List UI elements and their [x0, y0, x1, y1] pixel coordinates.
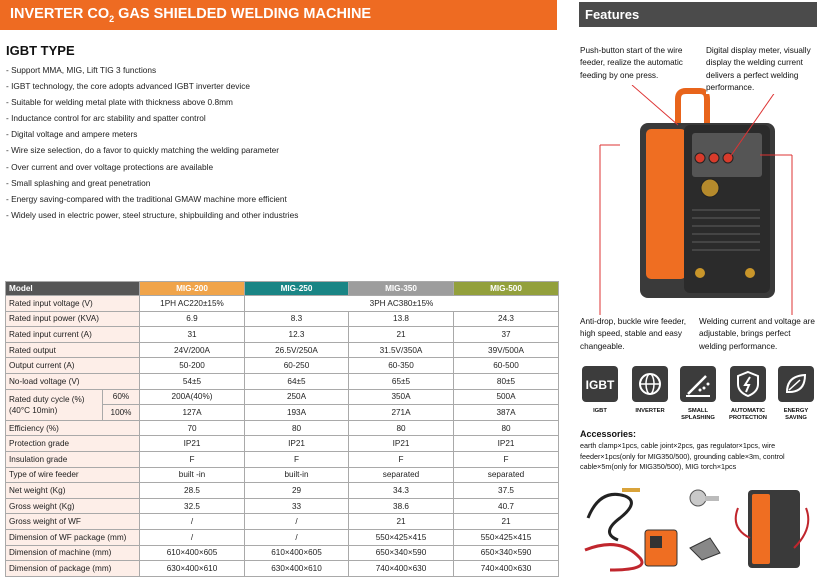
table-cell: F [245, 451, 349, 467]
banner-title: INVERTER $CO_2$ GAS SHIELDED WELDING MACHINE [10, 6, 372, 24]
table-cell: 740×400×630 [349, 561, 454, 577]
row-label: Output current (A) [6, 358, 140, 374]
table-cell: 34.3 [349, 483, 454, 499]
type-title: IGBT TYPE [6, 43, 75, 58]
table-cell: 550×425×415 [349, 529, 454, 545]
row-label: Rated input power (KVA) [6, 311, 140, 327]
table-row [6, 296, 559, 312]
table-cell: 54±5 [140, 373, 245, 389]
table-row [6, 342, 559, 358]
callout-anti-drop-feeder: Anti-drop, buckle wire feeder, high speed, stable and easy changeable. [580, 316, 692, 353]
table-cell: 32.5 [140, 498, 245, 514]
duty-cycle-sub-label: 60% [103, 389, 140, 405]
feature-icons [580, 366, 816, 424]
duty-cycle-label-line1: Rated duty cycle (%) [9, 394, 85, 404]
accessories-text: earth clamp×1pcs, cable joint×2pcs, gas regulator×1pcs, wire feeder×1pcs(only for MIG350/500), grounding cable×3m, control cable×5m(only for MIG350/500), MIG torch×1pcs [580, 441, 785, 471]
table-cell: built-in [245, 467, 349, 483]
table-row [6, 498, 559, 514]
table-cell: 26.5V/250A [245, 342, 349, 358]
table-cell: 650×340×590 [454, 545, 559, 561]
list-item: - IGBT technology, the core adopts advanced IGBT inverter device [6, 78, 298, 94]
terminal-icon [745, 268, 755, 278]
table-row [6, 545, 559, 561]
table-cell: 387A [454, 405, 559, 421]
table-cell: 3PH AC380±15% [245, 296, 559, 312]
row-label: Rated input voltage (V) [6, 296, 140, 312]
callout-wire-feeder-start: Push-button start of the wire feeder, realize the automatic feeding by one press. [580, 45, 692, 82]
table-row [6, 529, 559, 545]
svg-text:IGBT: IGBT [585, 378, 615, 392]
list-item: - Energy saving-compared with the traditional GMAW machine more efficient [6, 191, 298, 207]
table-row [6, 420, 559, 436]
icon-label-energy-saving: ENERGY SAVING [783, 408, 809, 421]
table-cell: 65±5 [349, 373, 454, 389]
list-item: - Small splashing and great penetration [6, 175, 298, 191]
table-cell: 630×400×610 [245, 561, 349, 577]
table-row [6, 436, 559, 452]
icon-label-inverter: INVERTER [635, 408, 665, 414]
earth-clamp-icon [690, 538, 720, 560]
row-label: Efficiency (%) [6, 420, 140, 436]
table-cell: 740×400×630 [454, 561, 559, 577]
table-row [6, 467, 559, 483]
table-cell: 64±5 [245, 373, 349, 389]
table-cell: F [454, 451, 559, 467]
callout-adjustable-current: Welding current and voltage are adjustable, brings perfect welding performance. [699, 316, 816, 353]
table-cell: IP21 [349, 436, 454, 452]
table-cell: 12.3 [245, 327, 349, 343]
row-label: Dimension of machine (mm) [6, 545, 140, 561]
table-cell: / [140, 529, 245, 545]
header-mig-500: MIG-500 [454, 282, 559, 296]
table-cell: 50-200 [140, 358, 245, 374]
accessories-title: Accessories: [580, 429, 637, 439]
table-cell: 550×425×415 [454, 529, 559, 545]
table-cell: 127A [140, 405, 245, 421]
duty-cycle-sub-label: 100% [103, 405, 140, 421]
icon-label-igbt: IGBT [593, 408, 607, 414]
table-cell: IP21 [454, 436, 559, 452]
table-cell: 38.6 [349, 498, 454, 514]
row-label: Gross weight (Kg) [6, 498, 140, 514]
table-cell: / [245, 529, 349, 545]
list-item: - Suitable for welding metal plate with thickness above 0.8mm [6, 94, 298, 110]
knob-icon [695, 153, 705, 163]
table-cell: 37.5 [454, 483, 559, 499]
ground-cable-icon [585, 545, 642, 570]
row-label [6, 389, 103, 420]
table-row [6, 514, 559, 530]
table-cell: 8.3 [245, 311, 349, 327]
header-model: Model [6, 282, 140, 296]
table-cell: 60-350 [349, 358, 454, 374]
machine-side-panel [646, 129, 686, 279]
small-splashing-icon [680, 366, 716, 402]
table-cell: 40.7 [454, 498, 559, 514]
table-row [6, 389, 559, 405]
table-cell: / [140, 514, 245, 530]
table-cell: 24.3 [454, 311, 559, 327]
header-mig-250: MIG-250 [245, 282, 349, 296]
row-label: Dimension of package (mm) [6, 561, 140, 577]
list-item: - Support MMA, MIG, Lift TIG 3 functions [6, 62, 298, 78]
table-cell: 37 [454, 327, 559, 343]
table-cell: 80±5 [454, 373, 559, 389]
welding-machine-illustration [580, 85, 816, 315]
row-label: Gross weight of WF [6, 514, 140, 530]
features-title: Features [585, 7, 640, 22]
table-cell: 70 [140, 420, 245, 436]
table-cell: 21 [454, 514, 559, 530]
row-label: Insulation grade [6, 451, 140, 467]
table-cell: 13.8 [349, 311, 454, 327]
inverter-globe-icon [632, 366, 668, 402]
table-cell: 650×340×590 [349, 545, 454, 561]
list-item: - Wire size selection, do a favor to quickly matching the welding parameter [6, 142, 298, 158]
table-cell: 630×400×610 [140, 561, 245, 577]
row-label: Net weight (Kg) [6, 483, 140, 499]
torch-cable-icon [588, 494, 631, 540]
table-cell: 31 [140, 327, 245, 343]
table-cell: 1PH AC220±15% [140, 296, 245, 312]
table-cell: 350A [349, 389, 454, 405]
table-cell: 193A [245, 405, 349, 421]
igbt-chip-icon [582, 366, 618, 402]
header-mig-350: MIG-350 [349, 282, 454, 296]
torch-connector-icon [701, 179, 719, 197]
table-cell: 500A [454, 389, 559, 405]
row-label: Type of wire feeder [6, 467, 140, 483]
row-label: No-load voltage (V) [6, 373, 140, 389]
feature-list [6, 62, 298, 223]
table-header-row [6, 282, 559, 296]
table-cell: 610×400×605 [140, 545, 245, 561]
table-cell: F [140, 451, 245, 467]
table-cell: 200A(40%) [140, 389, 245, 405]
knob-icon [709, 153, 719, 163]
table-cell: 80 [349, 420, 454, 436]
table-cell: built -in [140, 467, 245, 483]
energy-saving-leaf-icon [778, 366, 814, 402]
table-cell: 6.9 [140, 311, 245, 327]
callout-digital-meter: Digital display meter, visually display the welding current delivers a perfect welding performance. [706, 45, 816, 94]
list-item: - Digital voltage and ampere meters [6, 126, 298, 142]
table-row [6, 373, 559, 389]
table-cell: IP21 [140, 436, 245, 452]
table-cell: 250A [245, 389, 349, 405]
machine-handle [678, 91, 707, 125]
table-cell: 80 [454, 420, 559, 436]
automatic-protection-icon [730, 366, 766, 402]
table-cell: 33 [245, 498, 349, 514]
table-cell: 39V/500A [454, 342, 559, 358]
table-cell: F [349, 451, 454, 467]
table-row [6, 561, 559, 577]
table-cell: separated [349, 467, 454, 483]
duty-cycle-label-line2: (40°C 10min) [9, 405, 58, 415]
table-cell: 21 [349, 514, 454, 530]
accessories-illustration [580, 478, 816, 580]
table-cell: 31.5V/350A [349, 342, 454, 358]
table-cell: 24V/200A [140, 342, 245, 358]
row-label: Rated output [6, 342, 140, 358]
spec-table [5, 281, 559, 577]
table-cell: 80 [245, 420, 349, 436]
table-cell: 28.5 [140, 483, 245, 499]
table-cell: 60-250 [245, 358, 349, 374]
table-cell: 610×400×605 [245, 545, 349, 561]
torch-head-icon [622, 488, 640, 492]
table-cell: / [245, 514, 349, 530]
table-row [6, 483, 559, 499]
icon-label-automatic-protection: AUTOMATIC PROTECTION [728, 408, 767, 421]
row-label: Dimension of WF package (mm) [6, 529, 140, 545]
table-row [6, 358, 559, 374]
callout-line [632, 85, 678, 125]
table-cell: IP21 [245, 436, 349, 452]
table-cell: 29 [245, 483, 349, 499]
terminal-icon [695, 268, 705, 278]
table-cell: 271A [349, 405, 454, 421]
header-mig-200: MIG-200 [140, 282, 245, 296]
table-row [6, 311, 559, 327]
list-item: - Widely used in electric power, steel structure, shipbuilding and other industries [6, 207, 298, 223]
list-item: - Over current and over voltage protections are available [6, 159, 298, 175]
table-row [6, 327, 559, 343]
row-label: Protection grade [6, 436, 140, 452]
table-cell: 21 [349, 327, 454, 343]
table-cell: 60-500 [454, 358, 559, 374]
icon-label-small-splashing: SMALL SPLASHING [681, 408, 715, 421]
gas-regulator-icon [690, 490, 706, 506]
table-cell: separated [454, 467, 559, 483]
table-row [6, 451, 559, 467]
list-item: - Inductance control for arc stability and spatter control [6, 110, 298, 126]
row-label: Rated input current (A) [6, 327, 140, 343]
